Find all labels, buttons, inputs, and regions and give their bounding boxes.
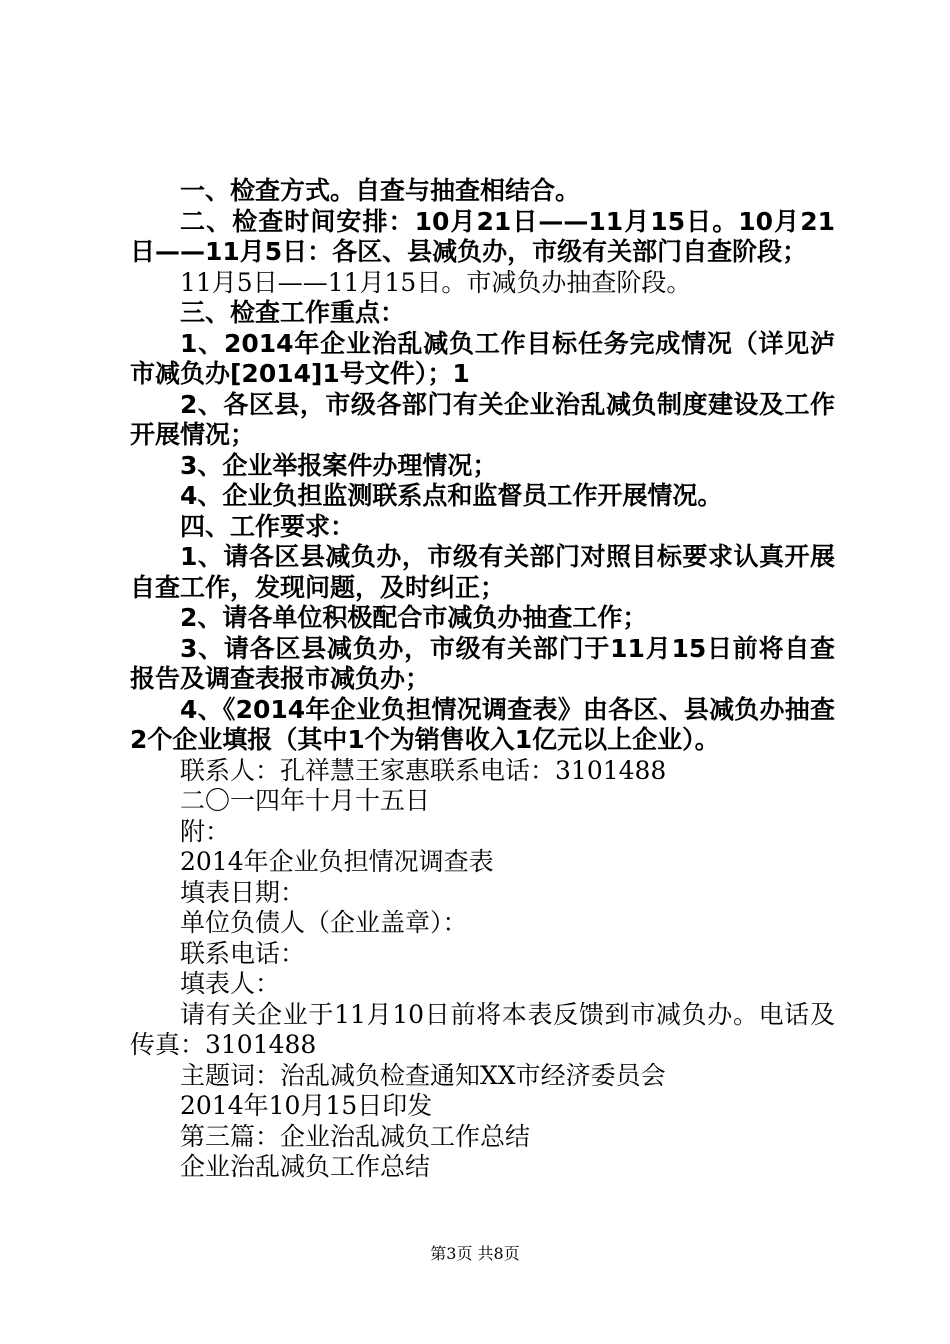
attachment-label: 附： (180, 816, 231, 846)
subject-line: 主题词：治乱减负检查通知XX市经济委员会 (180, 1060, 666, 1090)
section-heading: 三、检查工作重点： (180, 298, 406, 327)
list-item: 3、企业举报案件办理情况； (180, 450, 498, 480)
form-field: 联系电话： (180, 938, 306, 968)
attachment-title: 2014年企业负担情况调查表 (180, 847, 494, 876)
paragraph: 二、检查时间安排：10月21日——11月15日。10月21日——11月5日：各区、县减负办，市级有关部门自查阶段； (130, 206, 835, 266)
form-field: 填表人： (180, 969, 281, 998)
list-item: 1、2014年企业治乱减负工作目标任务完成情况（详见泸市减负办[2014]1号文件）；1 (130, 328, 835, 388)
date-line: 二〇一四年十月十五日 (180, 786, 431, 815)
document-body (130, 176, 835, 1183)
form-field: 单位负债人（企业盖章）： (180, 908, 468, 937)
list-item: 2、各区县，市级各部门有关企业治乱减负制度建设及工作开展情况； (130, 389, 835, 449)
section-heading: 四、工作要求： (180, 511, 356, 541)
list-item: 1、请各区县减负办，市级有关部门对照目标要求认真开展自查工作，发现问题，及时纠正； (130, 542, 835, 602)
page-number: 第3页 共8页 (430, 1244, 520, 1263)
paragraph: 请有关企业于11月10日前将本表反馈到市减负办。电话及传真：3101488 (130, 999, 835, 1059)
document-title: 企业治乱减负工作总结 (180, 1152, 431, 1181)
list-item: 4、《2014年企业负担情况调查表》由各区、县减负办抽查2个企业填报（其中1个为销售收入1亿元以上企业）。 (130, 694, 835, 754)
paragraph: 一、检查方式。自查与抽查相结合。 (180, 176, 581, 205)
chapter-heading: 第三篇：企业治乱减负工作总结 (180, 1121, 531, 1151)
list-item: 3、请各区县减负办，市级有关部门于11月15日前将自查报告及调查表报市减负办； (130, 633, 835, 693)
form-field: 填表日期： (180, 877, 306, 907)
issue-date: 2014年10月15日印发 (180, 1091, 433, 1120)
list-item: 4、企业负担监测联系点和监督员工作开展情况。 (180, 481, 723, 510)
paragraph: 11月5日——11月15日。市减负办抽查阶段。 (180, 267, 692, 297)
contact-line: 联系人：孔祥慧王家惠联系电话：3101488 (180, 755, 667, 785)
list-item: 2、请各单位积极配合市减负办抽查工作； (180, 603, 648, 632)
